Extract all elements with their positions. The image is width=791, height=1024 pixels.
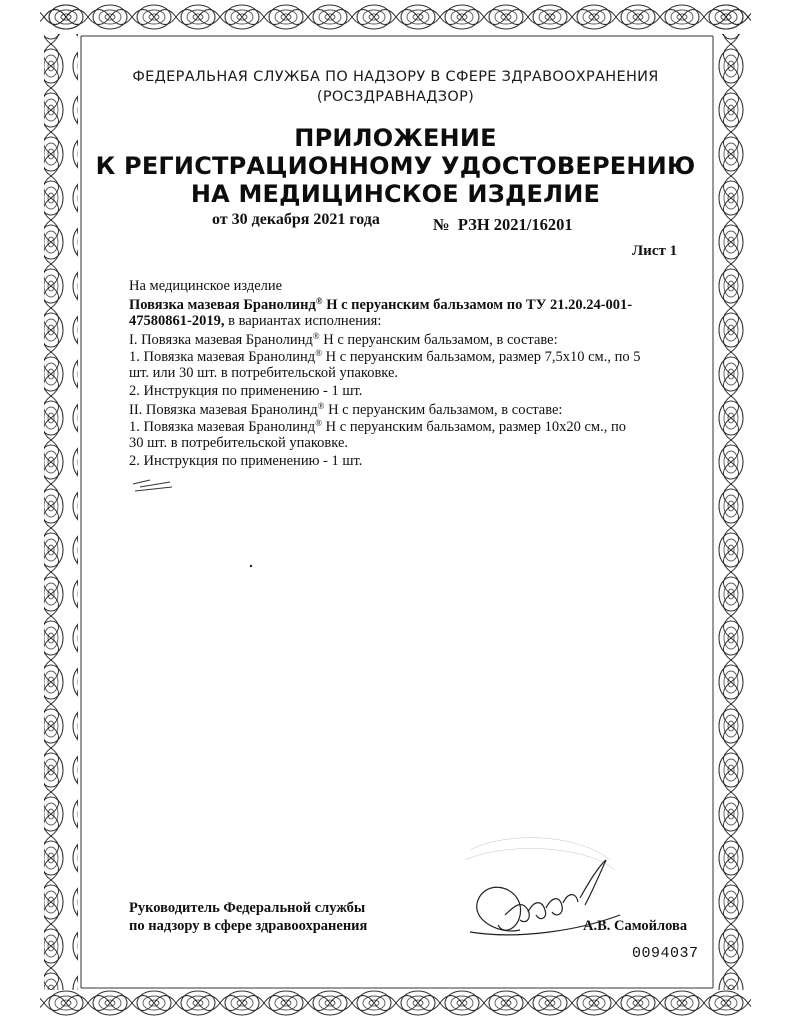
document-title-line2: К РЕГИСТРАЦИОННОМУ УДОСТОВЕРЕНИЮ — [95, 152, 696, 180]
variant-2-item-1: 1. Повязка мазевая Бранолинд® Н с перуанским бальзамом, размер 10х20 см., по — [129, 418, 626, 435]
signer-position-line2: по надзору в сфере здравоохранения — [129, 918, 368, 934]
registration-number — [433, 215, 573, 235]
signer-name: А.В. Самойлова — [583, 918, 688, 934]
product-name-line2: 47580861-2019, в вариантах исполнения: — [129, 313, 382, 329]
issue-date: от 30 декабря 2021 года — [212, 211, 380, 228]
registered-mark: ® — [312, 331, 320, 341]
sheet-number: Лист 1 — [632, 243, 678, 259]
agency-name: ФЕДЕРАЛЬНАЯ СЛУЖБА ПО НАДЗОРУ В СФЕРЕ ЗДРАВООХРАНЕНИЯ — [132, 69, 659, 85]
document-title-line1: ПРИЛОЖЕНИЕ — [294, 124, 497, 152]
variant-1-item-1-cont: шт. или 30 шт. в потребительской упаковке. — [129, 365, 399, 381]
variant-1-heading: I. Повязка мазевая Бранолинд® Н с перуанским бальзамом, в составе: — [129, 331, 558, 348]
intro-line: На медицинское изделие — [129, 278, 283, 294]
registered-mark: ® — [315, 348, 323, 358]
variant-1-item-2: 2. Инструкция по применению - 1 шт. — [129, 383, 363, 399]
registered-mark: ® — [315, 418, 323, 428]
number-sign: № — [433, 215, 450, 234]
variant-2-item-2: 2. Инструкция по применению - 1 шт. — [129, 453, 363, 469]
form-serial-number: 0094037 — [632, 945, 699, 962]
registration-number-value: РЗН 2021/16201 — [457, 215, 573, 234]
variant-2-item-1-cont: 30 шт. в потребительской упаковке. — [129, 435, 349, 451]
variant-1-item-1: 1. Повязка мазевая Бранолинд® Н с перуанским бальзамом, размер 7,5х10 см., по 5 — [129, 348, 641, 365]
signer-position-line1: Руководитель Федеральной службы — [129, 900, 366, 916]
product-name-line1: Повязка мазевая Бранолинд® Н с перуанским бальзамом по ТУ 21.20.24-001- — [129, 296, 633, 313]
registered-mark: ® — [315, 296, 323, 306]
agency-abbreviation: (РОСЗДРАВНАДЗОР) — [316, 89, 475, 105]
document-title-line3: НА МЕДИЦИНСКОЕ ИЗДЕЛИЕ — [190, 180, 601, 208]
variant-2-heading: II. Повязка мазевая Бранолинд® Н с перуанским бальзамом, в составе: — [129, 401, 563, 418]
registered-mark: ® — [317, 401, 325, 411]
